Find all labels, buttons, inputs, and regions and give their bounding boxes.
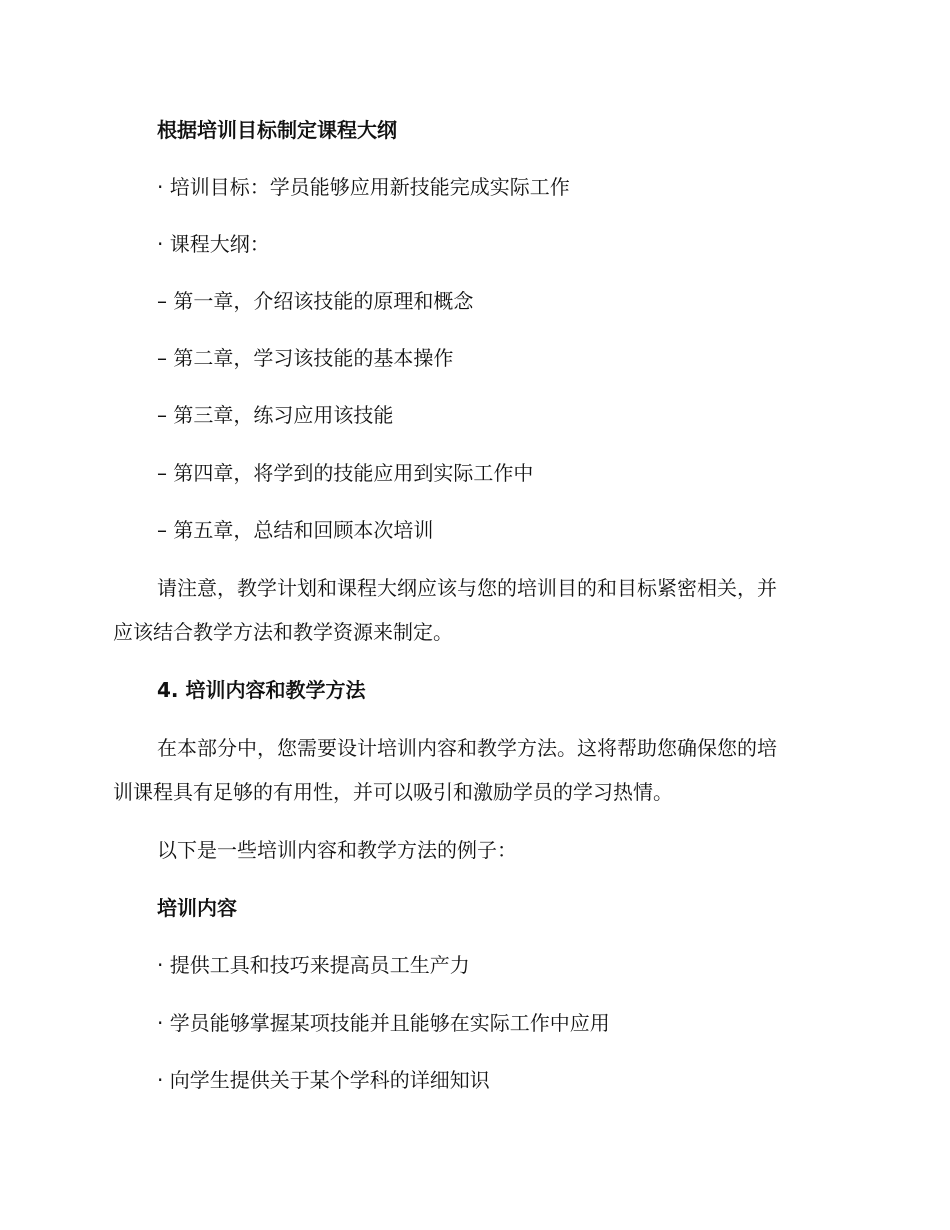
content-bullet: · 学员能够掌握某项技能并且能够在实际工作中应用 xyxy=(157,1011,610,1035)
chapter-item: – 第五章，总结和回顾本次培训 xyxy=(157,518,434,542)
objective-bullet: · 培训目标：学员能够应用新技能完成实际工作 xyxy=(157,175,570,199)
section-heading: 根据培训目标制定课程大纲 xyxy=(157,118,397,142)
intro-paragraph-line: 训课程具有足够的有用性，并可以吸引和激励学员的学习热情。 xyxy=(113,780,673,804)
chapter-item: – 第三章，练习应用该技能 xyxy=(157,403,394,427)
chapter-item: – 第四章，将学到的技能应用到实际工作中 xyxy=(157,461,534,485)
content-bullet: · 提供工具和技巧来提高员工生产力 xyxy=(157,953,470,977)
note-paragraph-line: 应该结合教学方法和教学资源来制定。 xyxy=(113,620,453,644)
examples-intro: 以下是一些培训内容和教学方法的例子： xyxy=(157,838,517,862)
outline-bullet: · 课程大纲： xyxy=(157,232,270,256)
content-bullet: · 向学生提供关于某个学科的详细知识 xyxy=(157,1068,490,1092)
section-4-heading: 4. 培训内容和教学方法 xyxy=(157,678,366,702)
intro-paragraph-line: 在本部分中，您需要设计培训内容和教学方法。这将帮助您确保您的培 xyxy=(157,736,777,760)
content-heading: 培训内容 xyxy=(157,896,237,920)
chapter-item: – 第一章，介绍该技能的原理和概念 xyxy=(157,289,474,313)
note-paragraph-line: 请注意，教学计划和课程大纲应该与您的培训目的和目标紧密相关，并 xyxy=(157,576,777,600)
chapter-item: – 第二章，学习该技能的基本操作 xyxy=(157,346,454,370)
